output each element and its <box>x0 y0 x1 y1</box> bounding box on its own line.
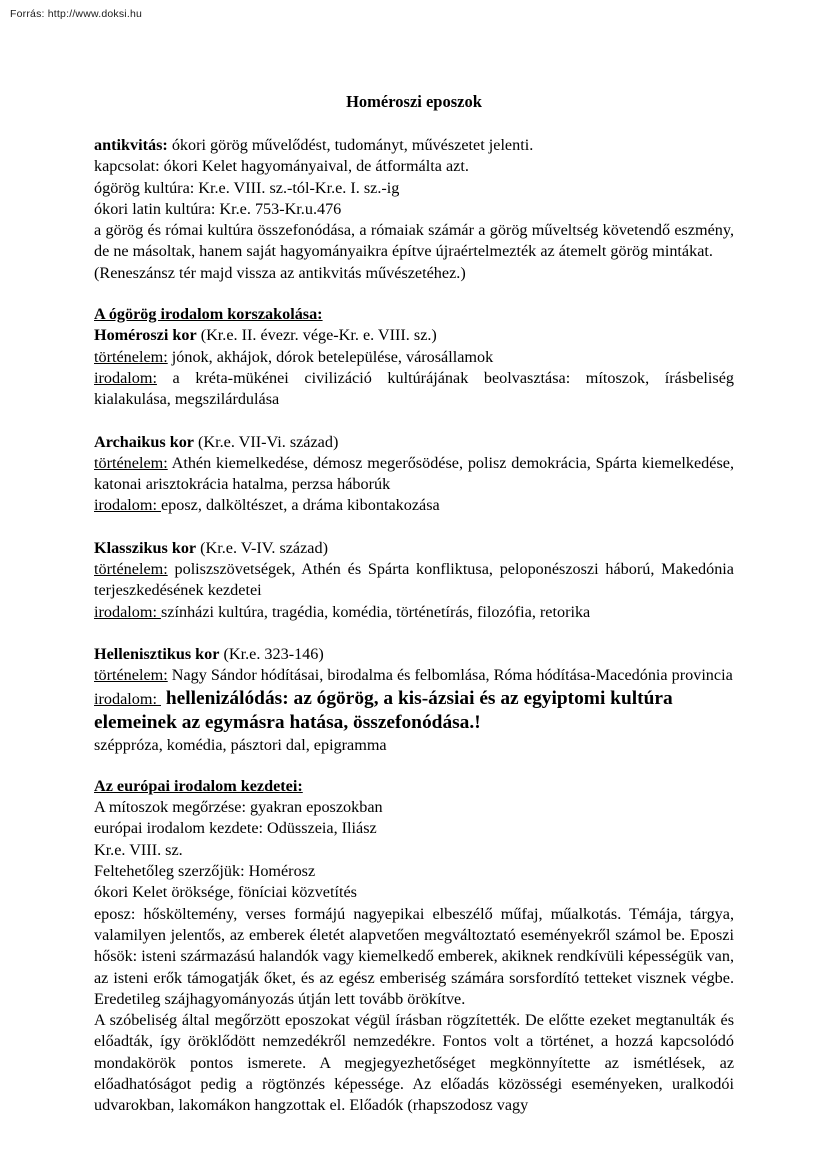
intro-term-text: ókori görög művelődést, tudományt, művészetet jelenti. <box>167 136 534 154</box>
period-literature-hellenisztikus <box>94 687 734 735</box>
literature-text: színházi kultúra, tragédia, komédia, történetírás, filozófia, retorika <box>161 602 591 621</box>
period-dates: (Kr.e. II. évezr. vége-Kr. e. VIII. sz.) <box>196 326 437 345</box>
section-spacer-1 <box>94 284 734 304</box>
period-title-archaikus <box>94 432 734 453</box>
intro-line-ogorog-kultura: ógörög kultúra: Kr.e. VIII. sz.-tól-Kr.e. I. sz.-ig <box>94 178 400 197</box>
period-history-homeroszi <box>94 347 734 368</box>
page-title: Homéroszi eposzok <box>346 92 482 111</box>
heading-european-literature: Az európai irodalom kezdetei: <box>94 776 303 795</box>
literature-text: eposz, dalköltészet, a dráma kibontakozása <box>161 496 440 515</box>
european-line-orokseg: ókori Kelet öröksége, föníciai közvetítés <box>94 883 357 902</box>
period-spacer-1 <box>94 411 734 432</box>
history-text: jónok, akhájok, dórok betelepülése, városállamok <box>167 347 494 366</box>
literature-label: irodalom: <box>94 496 161 515</box>
intro-line-latin-kultura: ókori latin kultúra: Kr.e. 753-Kr.u.476 <box>94 199 342 218</box>
period-spacer-3 <box>94 623 734 644</box>
european-paragraph-szobeliseg: A szóbeliség által megőrzött eposzokat végül írásban rögzítették. De előtte ezeket megtanulták és előadták, így öröklődött nemzedékről nemzedékre. Fontos volt a történet, a hozzá kapcsolódó mondakörök pontos ismerete. A megjegyezhetőséget megkönnyítette az ismétlések, az előadhatóságot pedig a rögtönzés képessége. Az előadás közösségi eseményeken, uralkodói udvarokban, lakomákon hangzottak el. Előadók (rhapszodosz vagy <box>94 1011 734 1115</box>
period-name: Klasszikus kor <box>94 538 197 557</box>
period-spacer-2 <box>94 517 734 538</box>
section-spacer-2 <box>94 756 734 776</box>
period-history-klasszikus <box>94 559 734 602</box>
intro-line-reneszansz: (Reneszánsz tér majd vissza az antikvitás művészetéhez.) <box>94 263 466 282</box>
period-name: Homéroszi kor <box>94 326 197 345</box>
period-dates: (Kr.e. V-IV. század) <box>196 538 328 557</box>
history-label: történelem: <box>94 347 168 366</box>
literature-text: a kréta-mükénei civilizáció kultúrájának beolvasztása: mítoszok, írásbeliség kialakulása, megszilárdulása <box>94 368 734 409</box>
period-title-homeroszi <box>94 325 734 346</box>
european-line-szerzo: Feltehetőleg szerzőjük: Homérosz <box>94 862 316 881</box>
source-url-header: Forrás: http://www.doksi.hu <box>10 8 143 20</box>
european-line-mitoszok: A mítoszok megőrzése: gyakran eposzokban <box>94 798 383 817</box>
european-paragraph-eposz: eposz: hősköltemény, verses formájú nagyepikai elbeszélő műfaj, műalkotás. Témája, tárgya, valamilyen jelentős, az emberek életét alapvetően megváltoztató eseményekről számol be. Eposzi hősök: isteni származású halandók vagy kiemelkedő emberek, akiknek rendkívüli képességük van, az isteni erők támogatják őket, és az egész emberiség számára sorsfordító tetteket visznek végbe. Eredetileg szájhagyományozás útján lett tovább örökítve. <box>94 904 734 1008</box>
history-label: történelem: <box>94 560 168 579</box>
history-text: poliszszövetségek, Athén és Spárta konfliktusa, peloponészoszi háború, Makedónia terjeszkedésének kezdetei <box>94 560 734 600</box>
intro-line-kapcsolat: kapcsolat: ókori Kelet hagyományaival, de átformálta azt. <box>94 157 469 176</box>
period-literature-homeroszi <box>94 368 734 411</box>
history-label: történelem: <box>94 453 168 472</box>
period-title-hellenisztikus <box>94 644 734 665</box>
period-dates: (Kr.e. 323-146) <box>219 644 324 663</box>
period-literature-archaikus <box>94 495 734 516</box>
period-literature-klasszikus <box>94 602 734 623</box>
period-name: Archaikus kor <box>94 432 194 451</box>
literature-label: irodalom: <box>94 368 157 387</box>
period-history-hellenisztikus <box>94 665 734 686</box>
title-spacer <box>94 112 734 135</box>
period-literature-tail-hellenisztikus: széppróza, komédia, pásztori dal, epigramma <box>94 735 387 754</box>
period-title-klasszikus <box>94 538 734 559</box>
intro-line-antikvitas <box>94 135 734 156</box>
document-content <box>94 92 734 1117</box>
period-dates: (Kr.e. VII-Vi. század) <box>194 432 339 451</box>
intro-term-label: antikvitás: <box>94 136 168 154</box>
history-text: Athén kiemelkedése, démosz megerősödése, polisz demokrácia, Spárta kiemelkedése, katonai arisztokrácia hatalma, perzsa háborúk <box>94 453 734 494</box>
history-text: Nagy Sándor hódításai, birodalma és felbomlása, Róma hódítása-Macedónia provincia <box>167 666 733 685</box>
european-line-date: Kr.e. VIII. sz. <box>94 840 183 859</box>
intro-paragraph-fusion: a görög és római kultúra összefonódása, a rómaiak számár a görög műveltség követendő eszmény, de ne másoltak, hanem saját hagyományaikra építve újraértelmezték az átemelt görög mintákat. <box>94 221 734 261</box>
period-history-archaikus <box>94 453 734 496</box>
european-line-kezdete: európai irodalom kezdete: Odüsszeia, Iliász <box>94 819 377 838</box>
literature-label: irodalom: <box>94 689 161 708</box>
heading-periodization: A ógörög irodalom korszakolása: <box>94 305 323 324</box>
period-name: Hellenisztikus kor <box>94 644 220 663</box>
history-label: történelem: <box>94 666 168 685</box>
literature-label: irodalom: <box>94 602 161 621</box>
literature-emphasis: hellenizálódás: az ógörög, a kis-ázsiai és az egyiptomi kultúra elemeinek az egymásra hatása, összefonódása.! <box>94 687 673 733</box>
